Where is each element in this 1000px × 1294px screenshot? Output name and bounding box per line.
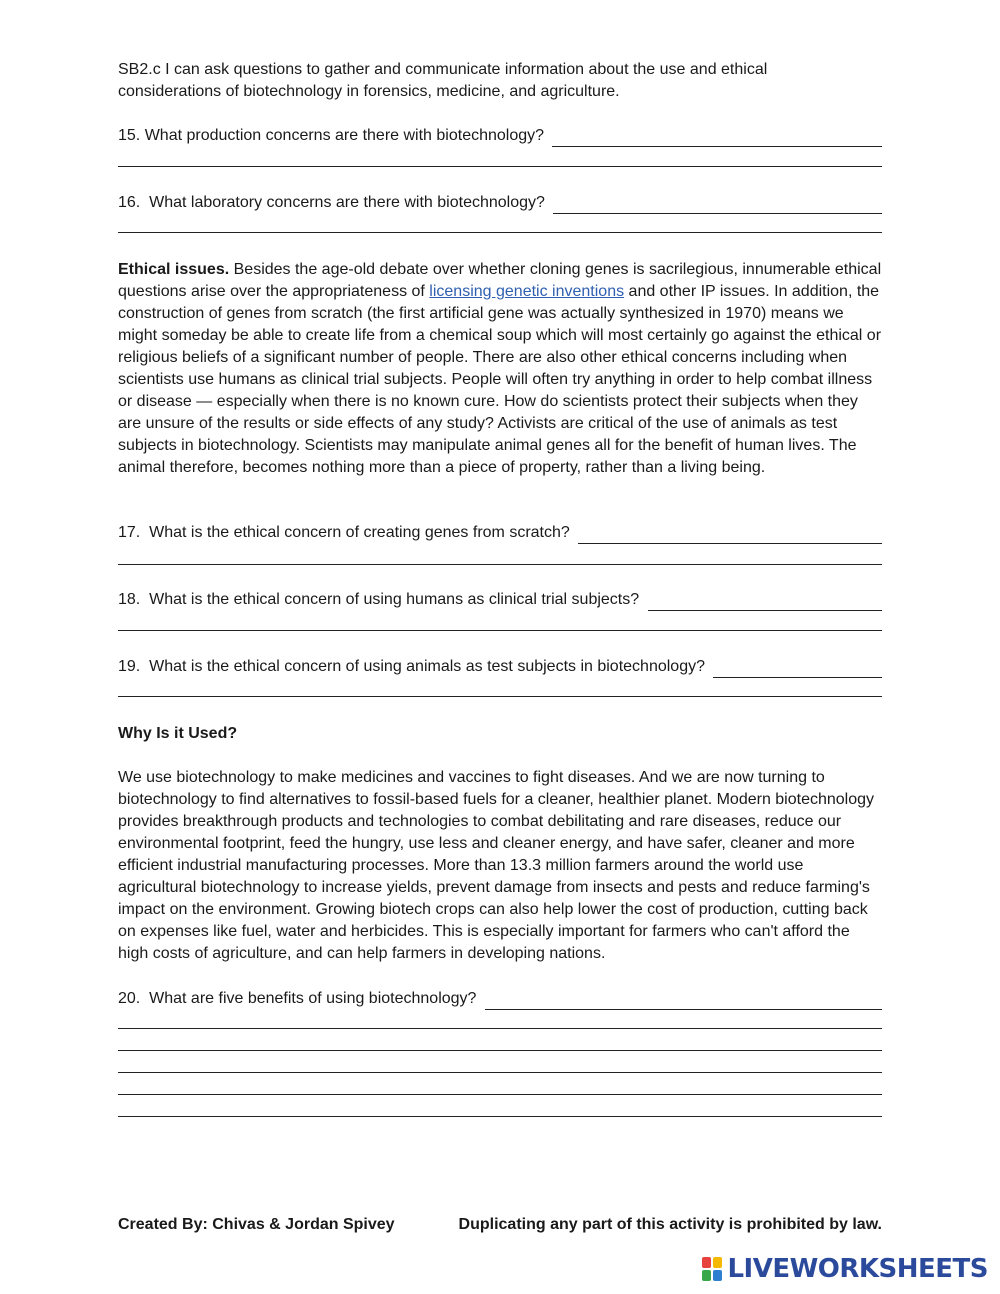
ethical-text-before-link: Besides the age-old debate over whether cloning genes is sacrilegious, innumerable ethical questions arise over the appropriateness of [118,261,882,300]
ethical-text-after-link: and other IP issues. In addition, the construction of genes from scratch (the first artificial gene was actually synthesized in 1970) means we might someday be able to create life from a chemical soup which will most certainly go against the ethical or religious beliefs of a significant number of people. There are also other ethical concerns including when scientists use humans as clinical trial subjects. People will often try anything in order to help combat illness or disease — especially when there is no known cure. How do scientists protect their subjects when they are unsure of the results or side effects of any study? Activists are critical of the use of animals as test subjects in biotechnology. Scientists may manipulate animal genes all for the benefit of human lives. The animal therefore, becomes nothing more than a piece of property, rather than a living being. [118,283,882,476]
footer-notice: Duplicating any part of this activity is prohibited by law. [458,1216,882,1233]
standard-line-2: considerations of biotechnology in forensics, medicine, and agriculture. [118,83,620,100]
liveworksheets-logo [701,1254,988,1284]
answer-15-blank[interactable] [552,129,882,147]
question-16-text: 16. What laboratory concerns are there with biotechnology? [118,194,550,211]
answer-20-blank[interactable] [485,992,882,1010]
logo-square-red [702,1257,711,1268]
logo-square-blue [713,1270,722,1281]
footer-credit: Created By: Chivas & Jordan Spivey [118,1216,395,1233]
liveworksheets-logo-text: LIVEWORKSHEETS [727,1254,988,1284]
question-15 [118,125,882,147]
answer-20-line-6[interactable] [118,1116,882,1117]
answer-18-line-2[interactable] [118,630,882,631]
answer-20-line-2[interactable] [118,1028,882,1029]
question-18-text: 18. What is the ethical concern of using humans as clinical trial subjects? [118,591,644,608]
question-20-text: 20. What are five benefits of using biotechnology? [118,990,481,1007]
answer-16-blank[interactable] [553,196,882,214]
answer-19-line-2[interactable] [118,696,882,697]
answer-17-blank[interactable] [578,526,882,544]
answer-15-line-2[interactable] [118,166,882,167]
answer-20-line-5[interactable] [118,1094,882,1095]
logo-square-yellow [713,1257,722,1268]
answer-20-line-4[interactable] [118,1072,882,1073]
question-19-text: 19. What is the ethical concern of using animals as test subjects in biotechnology? [118,658,710,675]
ethical-issues-heading: Ethical issues. [118,261,230,278]
answer-16-line-2[interactable] [118,232,882,233]
logo-square-green [702,1270,711,1281]
question-17 [118,522,882,544]
answer-20-line-3[interactable] [118,1050,882,1051]
answer-17-line-2[interactable] [118,564,882,565]
question-18 [118,589,882,611]
question-20 [118,988,882,1010]
question-15-text: 15. What production concerns are there with biotechnology? [118,127,549,144]
standard-line-1: SB2.c I can ask questions to gather and communicate information about the use and ethical [118,61,768,78]
licensing-genetic-inventions-link[interactable]: licensing genetic inventions [429,283,625,300]
liveworksheets-logo-icon [701,1256,723,1282]
question-17-text: 17. What is the ethical concern of creating genes from scratch? [118,524,575,541]
why-used-heading: Why Is it Used? [118,725,238,742]
answer-19-blank[interactable] [713,660,882,678]
answer-18-blank[interactable] [648,593,882,611]
ethical-issues-paragraph [118,259,882,479]
question-19 [118,656,882,678]
question-16 [118,192,882,214]
why-used-paragraph: We use biotechnology to make medicines and vaccines to fight diseases. And we are now turning to biotechnology to find alternatives to fossil-based fuels for a cleaner, healthier planet. Modern biotechnology provides breakthrough products and technologies to combat debilitating and rare diseases, reduce our environmental footprint, feed the hungry, use less and cleaner energy, and have safer, cleaner and more efficient industrial manufacturing processes. More than 13.3 million farmers around the world use agricultural biotechnology to increase yields, prevent damage from insects and pests and reduce farming's impact on the environment. Growing biotech crops can also help lower the cost of production, cutting back on expenses like fuel, water and herbicides. This is especially important for farmers who can't afford the high costs of agriculture, and can help farmers in developing nations. [118,769,875,962]
